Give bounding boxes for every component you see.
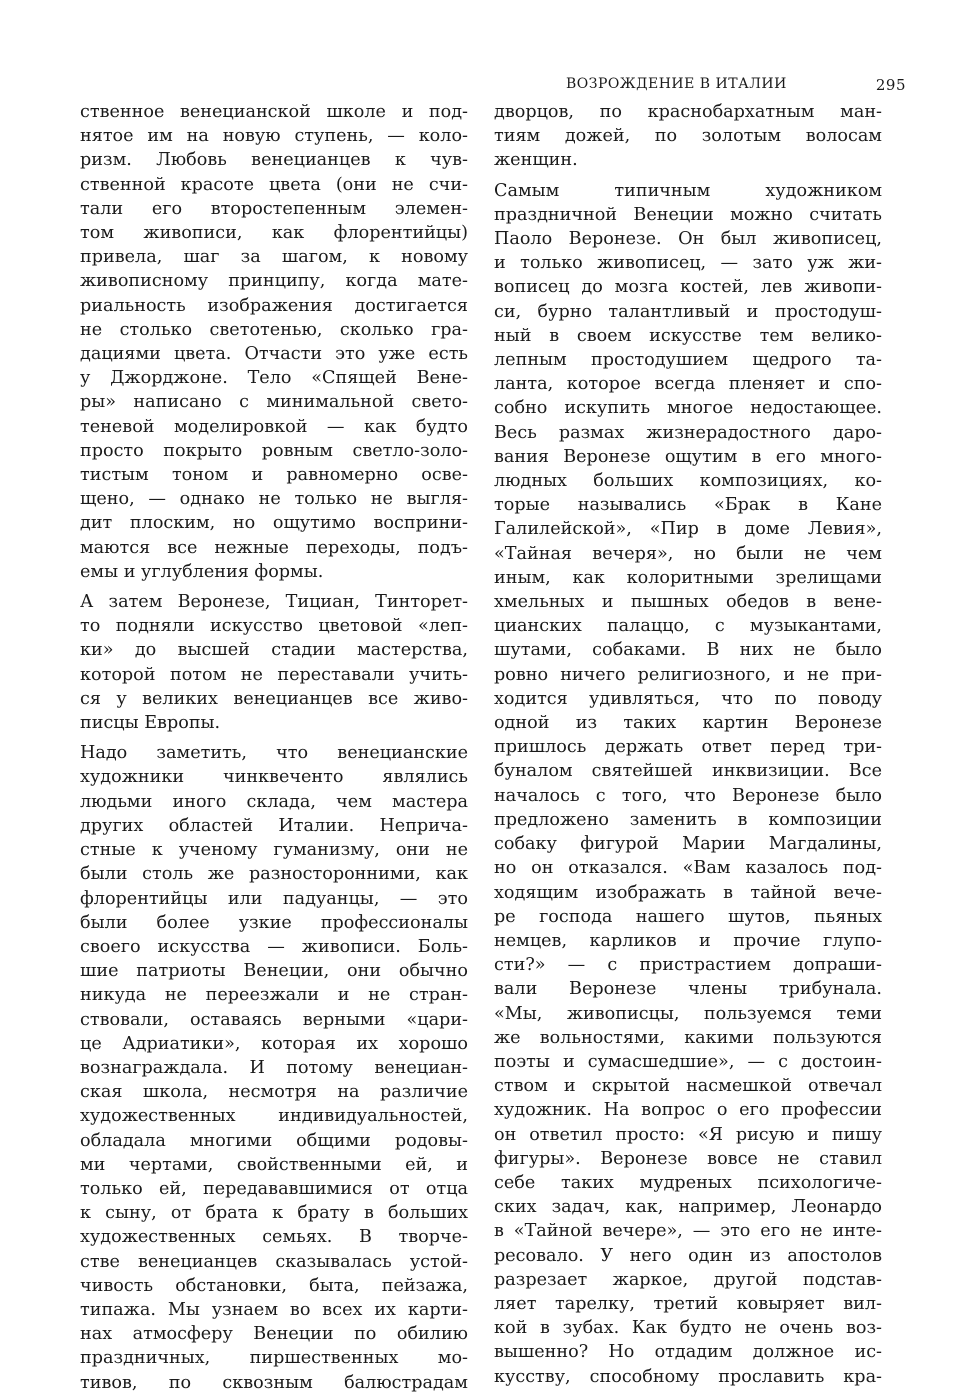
text-line: «Тайная вечеря», но были не чем bbox=[494, 543, 882, 564]
text-line: Самым типичным художником bbox=[494, 180, 882, 201]
text-line: ный в своем искусстве тем велико- bbox=[494, 325, 882, 346]
text-line: предложено заменить в композиции bbox=[494, 809, 882, 830]
text-line: писцы Европы. bbox=[80, 713, 221, 734]
left-text-column bbox=[80, 100, 468, 1395]
text-line: том живописи, как флорентийцы) bbox=[80, 223, 468, 244]
right-text-column bbox=[494, 100, 882, 1389]
text-line: собаку фигурой Марии Магдалины, bbox=[494, 834, 882, 855]
text-line: шие патриоты Венеции, они обычно bbox=[80, 961, 468, 982]
text-line: немцев, карликов и прочие глупо- bbox=[494, 930, 882, 951]
text-line: Надо заметить, что венецианские bbox=[80, 743, 468, 764]
text-line: не столько светотенью, сколько гра- bbox=[80, 319, 468, 340]
text-line: Паоло Веронезе. Он был живописец, bbox=[494, 229, 882, 250]
text-line: то подняли искусство цветовой «леп- bbox=[80, 616, 468, 637]
text-line: нятое им на новую ступень, — коло- bbox=[80, 126, 468, 147]
text-line: ся у великих венецианцев все живо- bbox=[80, 688, 468, 709]
text-line: художник. На вопрос о его профессии bbox=[494, 1100, 882, 1121]
text-line: стные к ученому гуманизму, они не bbox=[80, 840, 468, 861]
text-line: ки» до высшей стадии мастерства, bbox=[80, 640, 468, 661]
text-line: вания Веронезе ощутим в его много- bbox=[494, 446, 882, 467]
text-line: вали Веронезе члены трибунала. bbox=[494, 979, 882, 1000]
text-line: кусству, способному прославить кра- bbox=[494, 1366, 882, 1387]
text-line: ресовало. У него один из апостолов bbox=[494, 1245, 882, 1266]
text-line: ствовали, оставаясь верными «цари- bbox=[80, 1009, 468, 1030]
text-line: «Мы, живописцы, пользуемся теми bbox=[494, 1003, 882, 1024]
text-line: которой потом не переставали учить- bbox=[80, 664, 468, 685]
text-line: собно искупить многое недостающее. bbox=[494, 398, 882, 419]
text-line: иным, как колоритными зрелищами bbox=[494, 567, 882, 588]
text-line: живописному принципу, когда мате- bbox=[80, 271, 468, 292]
text-line: кой в зубах. Как будто не очень воз- bbox=[494, 1318, 882, 1339]
text-line: тали его второстепенным элемен- bbox=[80, 198, 468, 219]
text-line: началось с того, что Веронезе было bbox=[494, 785, 882, 806]
text-line: и только живописец, — зато уж жи- bbox=[494, 253, 882, 274]
text-line: художественных индивидуальностей, bbox=[80, 1106, 468, 1127]
text-line: ры» написано с минимальной свето- bbox=[80, 392, 468, 413]
text-line: вописец до мозга костей, лев живопи- bbox=[494, 277, 882, 298]
text-line: чивость обстановки, быта, пейзажа, bbox=[80, 1275, 468, 1296]
text-line: ская школа, несмотря на различие bbox=[80, 1082, 468, 1103]
text-line: своего искусства — живописи. Боль- bbox=[80, 936, 468, 957]
text-line: торые назывались «Брак в Кане bbox=[494, 495, 882, 516]
text-line: дациями цвета. Отчасти это уже есть bbox=[80, 344, 468, 365]
text-line: ственной красоте цвета (они не счи- bbox=[80, 174, 468, 195]
text-line: дворцов, по краснобархатным ман- bbox=[494, 102, 882, 122]
text-line: ляет тарелку, третий ковыряет вил- bbox=[494, 1293, 882, 1314]
text-line: обладала многими общими родовы- bbox=[80, 1130, 468, 1151]
text-line: стве венецианцев сказывалась устой- bbox=[80, 1251, 468, 1272]
text-line: вышенно? Но отдадим должное ис- bbox=[494, 1342, 882, 1363]
text-line: поэты и сумасшедшие», — с достоин- bbox=[494, 1051, 882, 1072]
text-line: щено, — однако не только не выгля- bbox=[80, 489, 468, 510]
text-line: праздничной Венеции можно считать bbox=[494, 204, 882, 225]
text-line: ланта, которое всегда пленяет и спо- bbox=[494, 374, 882, 395]
text-line: А затем Веронезе, Тициан, Тинторет- bbox=[80, 592, 468, 613]
text-line: других областей Италии. Неприча- bbox=[80, 815, 468, 836]
text-line: художественных семьях. В творче- bbox=[80, 1227, 468, 1248]
text-line: людных больших композициях, ко- bbox=[494, 471, 882, 492]
text-line: художники чинквеченто являлись bbox=[80, 767, 468, 788]
text-line: людьми иного склада, чем мастера bbox=[80, 791, 468, 812]
text-line: теневой моделировкой — как будто bbox=[80, 416, 468, 437]
text-line: к сыну, от брата к брату в больших bbox=[80, 1203, 468, 1224]
text-line: нах атмосферу Венеции по обилию bbox=[80, 1324, 468, 1345]
text-line: вознаграждала. И потому венециан- bbox=[80, 1057, 468, 1078]
text-line: буналом святейшей инквизиции. Все bbox=[494, 761, 882, 782]
text-line: ризм. Любовь венецианцев к чув- bbox=[80, 150, 468, 171]
text-line: сти?» — с пристрастием допраши- bbox=[494, 955, 882, 976]
text-line: никуда не переезжали и не стран- bbox=[80, 985, 468, 1006]
text-line: дит плоским, но ощутимо восприни- bbox=[80, 513, 468, 534]
text-line: тивов, по сквозным балюстрадам bbox=[80, 1372, 468, 1393]
text-line: были столь же разносторонними, как bbox=[80, 864, 468, 885]
text-line: ством и скрытой насмешкой отвечал bbox=[494, 1076, 882, 1097]
text-line: ми чертами, свойственными ей, и bbox=[80, 1154, 468, 1175]
text-line: ровно ничего религиозного, и не при- bbox=[494, 664, 882, 685]
text-line: ских задач, как, например, Леонардо bbox=[494, 1197, 882, 1218]
text-line: только ей, передававшимися от отца bbox=[80, 1178, 468, 1199]
text-line: женщин. bbox=[494, 150, 578, 171]
text-line: привела, шаг за шагом, к новому bbox=[80, 247, 468, 268]
text-line: у Джорджоне. Тело «Спящей Вене- bbox=[80, 368, 468, 389]
text-line: разрезает жаркое, другой подстав- bbox=[494, 1269, 882, 1290]
text-line: емы и углубления формы. bbox=[80, 561, 324, 582]
text-line: ходящим изображать в тайной вече- bbox=[494, 882, 882, 903]
text-line: фигуры». Веронезе вовсе не ставил bbox=[494, 1148, 882, 1169]
text-line: пришлось держать ответ перед три- bbox=[494, 737, 882, 758]
text-line: же вольностями, какими пользуются bbox=[494, 1027, 882, 1048]
text-line: но он отказался. «Вам казалось под- bbox=[494, 858, 882, 879]
text-line: ственное венецианской школе и под- bbox=[80, 102, 468, 122]
text-line: были более узкие профессионалы bbox=[80, 912, 468, 933]
text-line: шутами, собаками. В них не было bbox=[494, 640, 882, 661]
text-line: флорентийцы или падуанцы, — это bbox=[80, 888, 468, 909]
text-line: си, бурно талантливый и простодуш- bbox=[494, 301, 882, 322]
text-line: Галилейской», «Пир в доме Левия», bbox=[494, 519, 882, 540]
page-number: 295 bbox=[875, 76, 906, 94]
text-line: праздничных, пиршественных мо- bbox=[80, 1348, 468, 1369]
text-line: тиям дожей, по золотым волосам bbox=[494, 126, 882, 147]
text-line: себе таких мудреных психологиче- bbox=[494, 1172, 882, 1193]
chapter-title: ВОЗРОЖДЕНИЕ В ИТАЛИИ bbox=[566, 76, 787, 92]
text-line: тистым тоном и равномерно осве- bbox=[80, 465, 468, 486]
text-line: Весь размах жизнерадостного даро- bbox=[494, 422, 882, 443]
text-line: лепным простодушием щедрого та- bbox=[494, 350, 882, 371]
text-line: ходится удивляться, что по поводу bbox=[494, 688, 882, 709]
text-line: це Адриатики», которая их хорошо bbox=[80, 1033, 468, 1054]
text-line: риальность изображения достигается bbox=[80, 295, 468, 316]
text-line: одной из таких картин Веронезе bbox=[494, 713, 882, 734]
text-line: хмельных и пышных обедов в вене- bbox=[494, 592, 882, 613]
text-line: просто покрыто ровным светло-золо- bbox=[80, 440, 468, 461]
text-line: маются все нежные переходы, подъ- bbox=[80, 537, 468, 558]
text-line: типажа. Мы узнаем во всех их карти- bbox=[80, 1299, 468, 1320]
text-line: ре господа нашего шутов, пьяных bbox=[494, 906, 882, 927]
text-line: цианских палаццо, с музыкантами, bbox=[494, 616, 882, 637]
text-line: он ответил просто: «Я рисую и пишу bbox=[494, 1124, 882, 1145]
running-header bbox=[566, 72, 906, 96]
text-line: в «Тайной вечере», — это его не инте- bbox=[494, 1221, 882, 1242]
